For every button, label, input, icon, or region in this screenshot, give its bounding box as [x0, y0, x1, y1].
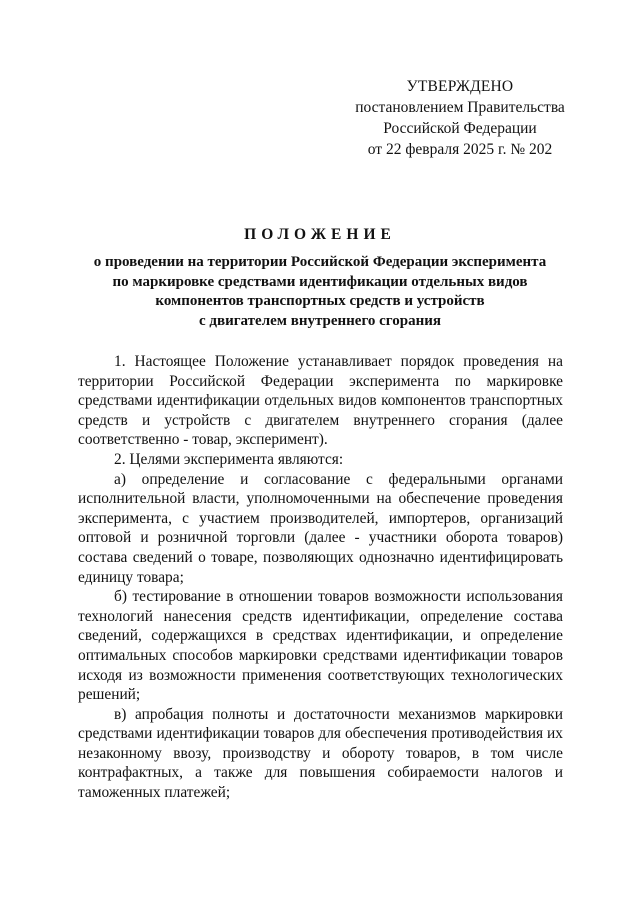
subtitle-line-3: компонентов транспортных средств и устройств [155, 293, 485, 309]
paragraph-2a: а) определение и согласование с федеральными органами исполнительной власти, уполномоченными на обеспечение проведения эксперимента, с участием производителей, импортеров, организаций оптовой и розничной торговли (далее - участники оборота товаров) состава сведений о товаре, позволяющих однозначно идентифицировать единицу товара; [78, 470, 563, 586]
document-title-block [60, 226, 580, 331]
subtitle-line-1: о проведении на территории Российской Федерации эксперимента [93, 254, 547, 270]
approved-label: УТВЕРЖДЕНО [406, 78, 514, 95]
approval-stamp [330, 76, 590, 160]
approval-line-2: Российской Федерации [383, 120, 537, 137]
document-subtitle [60, 253, 580, 331]
paragraph-1: 1. Настоящее Положение устанавливает порядок проведения на территории Российской Федерации эксперимента по маркировке средствами идентификации отдельных видов компонентов транспортных средств и устройств с двигателем внутреннего сгорания (далее соответственно - товар, эксперимент). [78, 353, 563, 449]
paragraph-2c: в) апробация полноты и достаточности механизмов маркировки средствами идентификации товаров для обеспечения противодействия их незаконному ввозу, производству и обороту товаров, в том числе контрафактных, а также для повышения собираемости налогов и таможенных платежей; [78, 705, 563, 802]
subtitle-line-2: по маркировке средствами идентификации отдельных видов [112, 273, 528, 290]
approval-line-1: постановлением Правительства [355, 99, 565, 116]
approval-line-3: от 22 февраля 2025 г. № 202 [367, 141, 553, 158]
document-heading: ПОЛОЖЕНИЕ [244, 226, 396, 243]
paragraph-2: 2. Целями эксперимента являются: [114, 450, 344, 468]
subtitle-line-4: с двигателем внутреннего сгорания [199, 312, 441, 329]
document-body [78, 352, 563, 803]
paragraph-2b: б) тестирование в отношении товаров возможности использования технологий нанесения средств идентификации, определение состава сведений, содержащихся в средствах идентификации, и определение оптимальных способов маркировки средствами идентификации товаров исходя из возможности применения соответствующих технологических решений; [78, 588, 563, 704]
